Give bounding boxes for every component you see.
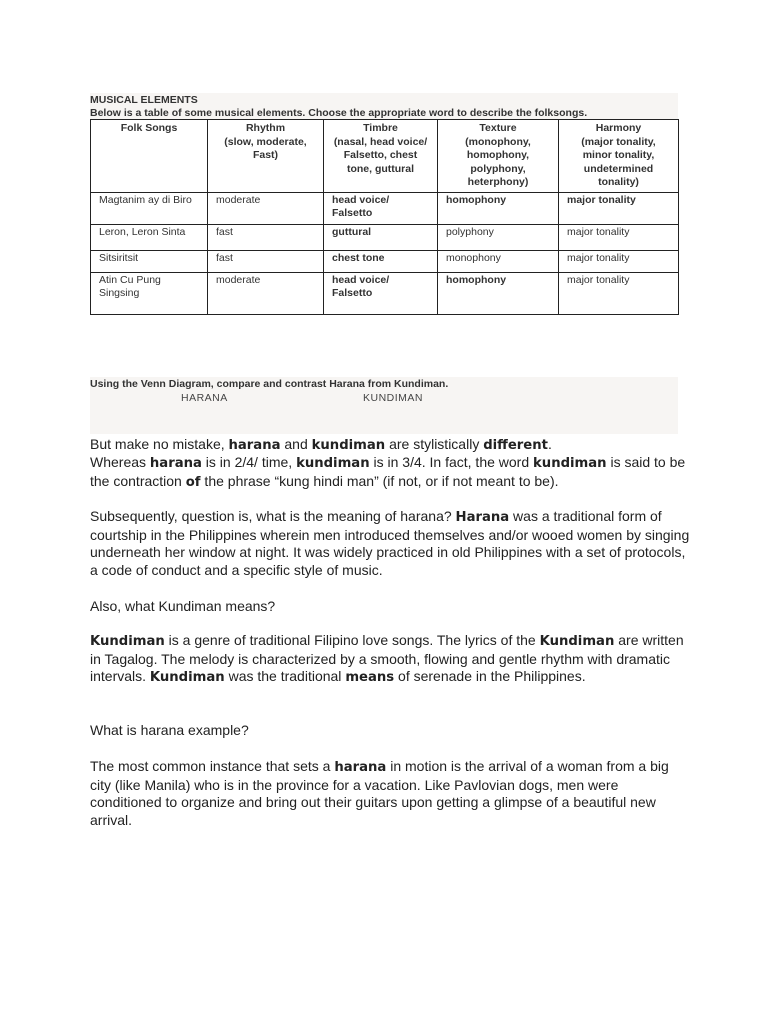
header-line: Folk Songs bbox=[120, 122, 178, 134]
cell-timbre bbox=[324, 192, 438, 224]
bold-text: Kundiman bbox=[90, 634, 165, 649]
cell-harmony: major tonality bbox=[559, 192, 679, 224]
cell-rhythm: moderate bbox=[208, 272, 324, 314]
header-line: (major tonality, bbox=[581, 135, 656, 148]
cell-song bbox=[91, 224, 208, 250]
text: of serenade in the Philippines. bbox=[394, 668, 586, 684]
cell-line: Falsetto bbox=[332, 207, 373, 219]
bold-text: kundiman bbox=[296, 456, 370, 471]
cell-line: Sitsiritsit bbox=[99, 251, 139, 264]
cell-line: Falsetto bbox=[332, 287, 373, 299]
cell-line: chest tone bbox=[332, 251, 385, 264]
text: the phrase “kung hindi man” (if not, or if not meant to be). bbox=[200, 472, 559, 489]
table-header-row bbox=[91, 120, 679, 193]
bold-text: different bbox=[483, 438, 548, 453]
cell-texture: polyphony bbox=[438, 224, 559, 250]
paragraph-stylistic-difference bbox=[90, 436, 690, 455]
cell-harmony: major tonality bbox=[559, 272, 679, 314]
cell-line: Atin Cu Pung bbox=[99, 273, 161, 286]
bold-text: harana bbox=[149, 456, 202, 471]
table-row bbox=[91, 250, 679, 272]
header-rhythm bbox=[208, 120, 324, 193]
bold-text: Kundiman bbox=[539, 634, 615, 649]
cell-texture: homophony bbox=[438, 272, 559, 314]
venn-label-harana: HARANA bbox=[181, 392, 228, 404]
header-texture bbox=[438, 120, 559, 193]
bold-text: harana bbox=[228, 438, 281, 453]
section-heading: MUSICAL ELEMENTS bbox=[90, 94, 198, 106]
paragraph-harana-example-question: What is harana example? bbox=[90, 722, 249, 738]
header-line: Falsetto, chest bbox=[343, 149, 418, 161]
text: is a genre of traditional Filipino love songs. The lyrics of the bbox=[164, 632, 540, 648]
bold-text: kundiman bbox=[533, 456, 607, 471]
paragraph-time-signature bbox=[90, 454, 690, 491]
cell-line: head voice/ bbox=[332, 193, 390, 206]
bold-text: Harana bbox=[455, 510, 510, 525]
header-line: (slow, moderate, bbox=[224, 135, 307, 148]
venn-question: Using the Venn Diagram, compare and contrast Harana from Kundiman. bbox=[90, 378, 449, 390]
bold-text: harana bbox=[334, 760, 387, 775]
header-line: Fast) bbox=[252, 149, 279, 161]
cell-line: Leron, Leron Sinta bbox=[99, 225, 186, 238]
bold-text: of bbox=[185, 474, 201, 490]
header-timbre bbox=[324, 120, 438, 193]
header-line: heterphony) bbox=[467, 176, 529, 188]
text: are stylistically bbox=[385, 436, 484, 452]
header-line: undetermined bbox=[583, 162, 654, 175]
cell-timbre bbox=[324, 250, 438, 272]
table-row bbox=[91, 272, 679, 314]
text: are written in Tagalog. The melody is characterized by a smooth, flowing and gentle rhythm with dramatic intervals. bbox=[90, 632, 684, 684]
header-line: minor tonality, bbox=[582, 149, 655, 161]
paragraph-harana-meaning bbox=[90, 508, 690, 579]
header-line: Harmony bbox=[595, 122, 642, 134]
cell-song bbox=[91, 250, 208, 272]
text: . bbox=[547, 436, 552, 452]
text: is in 2/4/ time, bbox=[201, 454, 297, 470]
cell-harmony: major tonality bbox=[559, 250, 679, 272]
header-line: (nasal, head voice/ bbox=[333, 135, 428, 148]
text: is said to be the contraction bbox=[90, 454, 686, 489]
text: was the traditional bbox=[224, 668, 346, 684]
bold-text: kundiman bbox=[311, 438, 386, 453]
cell-rhythm: fast bbox=[208, 250, 324, 272]
cell-texture: monophony bbox=[438, 250, 559, 272]
cell-song bbox=[91, 272, 208, 314]
musical-elements-table bbox=[90, 119, 679, 315]
text: in motion is the arrival of a woman from a big city (like Manila) who is in the province for a vacation. Like Pavlovian dogs, men were conditioned to organize and bring out their guitars upon getting a glimpse of a beautiful new arrival. bbox=[90, 758, 669, 828]
header-line: polyphony, bbox=[470, 162, 526, 175]
cell-harmony: major tonality bbox=[559, 224, 679, 250]
text: But make no mistake, bbox=[90, 436, 229, 452]
cell-texture: homophony bbox=[438, 192, 559, 224]
header-line: tonality) bbox=[598, 176, 639, 188]
text: Whereas bbox=[90, 454, 150, 470]
header-line: Rhythm bbox=[245, 122, 286, 134]
header-line: homophony, bbox=[466, 149, 530, 161]
cell-timbre bbox=[324, 272, 438, 314]
cell-rhythm: moderate bbox=[208, 192, 324, 224]
cell-line: Singsing bbox=[99, 287, 140, 299]
header-line: (monophony, bbox=[465, 135, 531, 148]
table-row bbox=[91, 224, 679, 250]
venn-label-kundiman: KUNDIMAN bbox=[363, 392, 424, 404]
cell-song bbox=[91, 192, 208, 224]
cell-line: head voice/ bbox=[332, 273, 390, 286]
table-instruction: Below is a table of some musical elements. Choose the appropriate word to describe the folksongs. bbox=[90, 107, 588, 119]
bold-text: Kundiman bbox=[149, 670, 225, 685]
header-line: Timbre bbox=[363, 122, 398, 134]
text: Subsequently, question is, what is the meaning of harana? bbox=[90, 508, 456, 524]
text: was a traditional form of courtship in the Philippines wherein men introduced themselves and/or wooed women by singing underneath her window at night. It was widely practiced in old Philippines with a set of protocols, a code of conduct and a specific style of music. bbox=[90, 508, 690, 578]
cell-timbre bbox=[324, 224, 438, 250]
header-line: tone, guttural bbox=[346, 162, 415, 175]
text: and bbox=[280, 436, 312, 452]
text: The most common instance that sets a bbox=[90, 758, 335, 774]
paragraph-kundiman-question: Also, what Kundiman means? bbox=[90, 598, 276, 614]
table-row bbox=[91, 192, 679, 224]
paragraph-kundiman-meaning bbox=[90, 632, 690, 687]
cell-line: guttural bbox=[332, 225, 372, 238]
cell-rhythm: fast bbox=[208, 224, 324, 250]
bold-text: means bbox=[345, 670, 395, 685]
cell-line: Magtanim ay di Biro bbox=[99, 193, 192, 206]
paragraph-harana-example bbox=[90, 758, 690, 829]
header-folk-songs bbox=[91, 120, 208, 193]
header-harmony bbox=[559, 120, 679, 193]
text: is in 3/4. In fact, the word bbox=[369, 454, 534, 470]
header-line: Texture bbox=[479, 122, 517, 134]
